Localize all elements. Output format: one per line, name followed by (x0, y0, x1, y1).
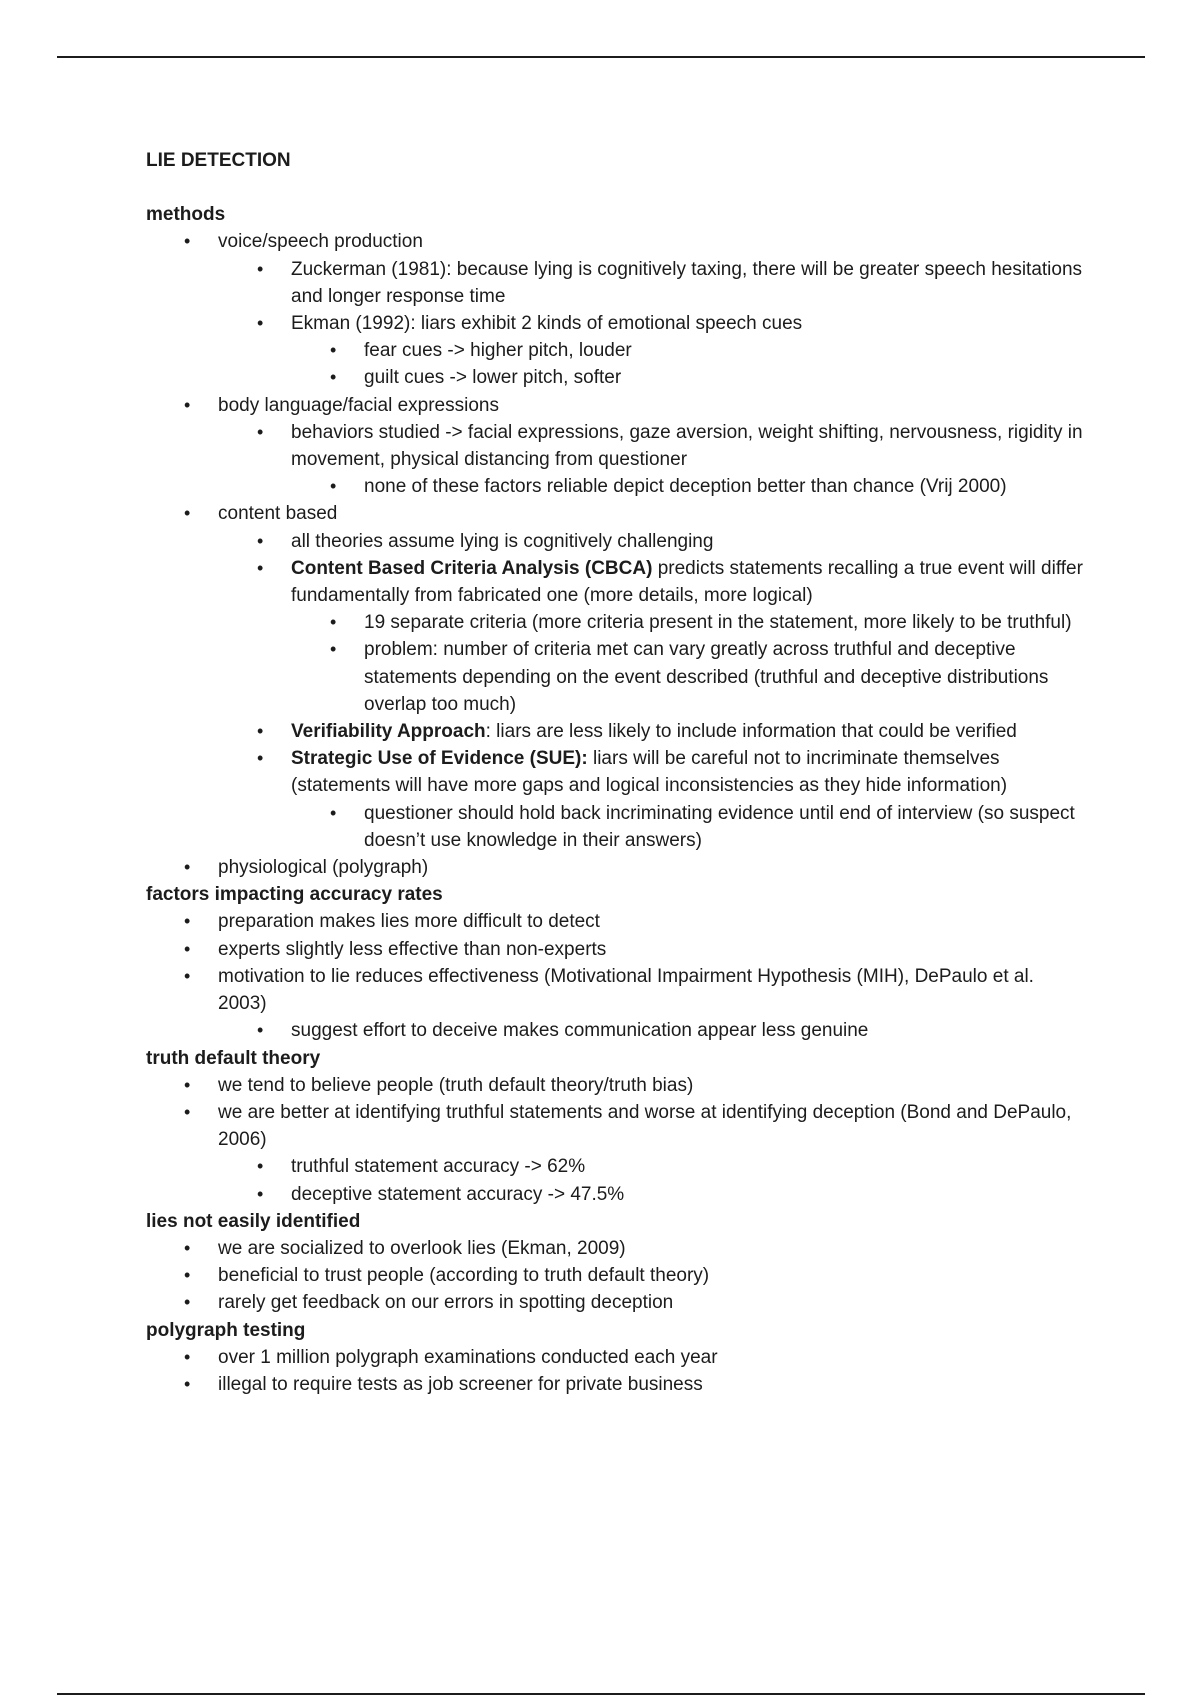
list-item: • experts slightly less effective than non-experts (146, 936, 1086, 963)
list-item: • physiological (polygraph) (146, 854, 1086, 881)
document-body (146, 147, 1086, 1398)
header-rule (57, 56, 1145, 58)
list-item: • suggest effort to deceive makes communication appear less genuine (146, 1017, 1086, 1044)
heading-factors: factors impacting accuracy rates (146, 884, 443, 906)
list-item: • fear cues -> higher pitch, louder (146, 337, 1086, 364)
list-item: • Zuckerman (1981): because lying is cognitively taxing, there will be greater speech hesitations and longer response time (146, 256, 1086, 310)
list-item: • content based (146, 500, 1086, 527)
list-item: • body language/facial expressions (146, 392, 1086, 419)
list-item: • none of these factors reliable depict deception better than chance (Vrij 2000) (146, 473, 1086, 500)
list-item: • Ekman (1992): liars exhibit 2 kinds of emotional speech cues (146, 310, 1086, 337)
list-item: • deceptive statement accuracy -> 47.5% (146, 1181, 1086, 1208)
list-item: • we tend to believe people (truth default theory/truth bias) (146, 1072, 1086, 1099)
verifiability-term: Verifiability Approach (291, 721, 486, 743)
list-item: • preparation makes lies more difficult to detect (146, 908, 1086, 935)
list-item: • 19 separate criteria (more criteria present in the statement, more likely to be truthful) (146, 609, 1086, 636)
list-item: • problem: number of criteria met can vary greatly across truthful and deceptive statements depending on the event described (truthful and deceptive distributions overlap too much) (146, 636, 1086, 718)
list-item: • motivation to lie reduces effectiveness (Motivational Impairment Hypothesis (MIH), DePaulo et al. 2003) (146, 963, 1086, 1017)
methods-list (146, 228, 1086, 881)
list-item: • we are socialized to overlook lies (Ekman, 2009) (146, 1235, 1086, 1262)
list-item: • over 1 million polygraph examinations conducted each year (146, 1344, 1086, 1371)
heading-methods: methods (146, 204, 226, 226)
list-item: • we are better at identifying truthful statements and worse at identifying deception (Bond and DePaulo, 2006) (146, 1099, 1086, 1153)
lies-list (146, 1235, 1086, 1317)
list-item: • all theories assume lying is cognitively challenging (146, 528, 1086, 555)
heading-polygraph: polygraph testing (146, 1319, 306, 1341)
verifiability-description: : liars are less likely to include information that could be verified (485, 721, 1017, 743)
list-item: • beneficial to trust people (according to truth default theory) (146, 1262, 1086, 1289)
list-item: • illegal to require tests as job screener for private business (146, 1371, 1086, 1398)
list-item (146, 718, 1086, 745)
document-title: LIE DETECTION (146, 150, 291, 171)
sue-term: Strategic Use of Evidence (SUE): (291, 748, 588, 770)
heading-truth-default: truth default theory (146, 1047, 321, 1069)
sue-description: liars will be careful not to incriminate themselves (statements will have more gaps and logical inconsistencies as they hide information) (291, 748, 1008, 797)
cbca-description: predicts statements recalling a true event will differ fundamentally from fabricated one (more details, more logical) (291, 557, 1083, 607)
polygraph-list (146, 1344, 1086, 1398)
list-item: • questioner should hold back incriminating evidence until end of interview (so suspect doesn’t use knowledge in their answers) (146, 800, 1086, 854)
list-item: • truthful statement accuracy -> 62% (146, 1153, 1086, 1180)
list-item: • behaviors studied -> facial expressions, gaze aversion, weight shifting, nervousness, rigidity in movement, physical distancing from questioner (146, 419, 1086, 473)
list-item (146, 745, 1086, 799)
heading-lies: lies not easily identified (146, 1210, 361, 1232)
cbca-term: Content Based Criteria Analysis (CBCA) (291, 557, 653, 579)
list-item (146, 555, 1086, 609)
footer-rule (57, 1693, 1145, 1695)
list-item: • voice/speech production (146, 228, 1086, 255)
list-item: • rarely get feedback on our errors in spotting deception (146, 1289, 1086, 1316)
factors-list (146, 908, 1086, 1044)
list-item: • guilt cues -> lower pitch, softer (146, 364, 1086, 391)
truth-list (146, 1072, 1086, 1208)
